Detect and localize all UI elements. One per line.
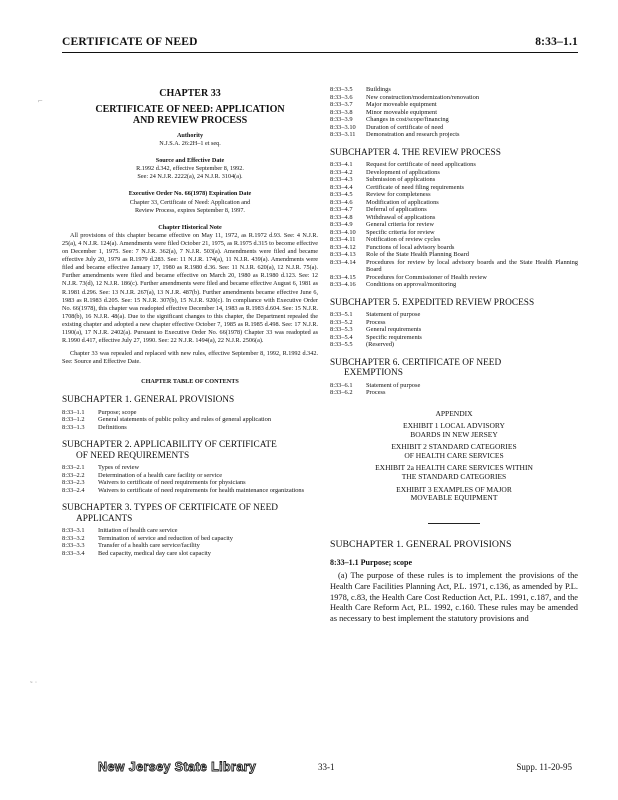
subchapter-heading: [62, 395, 318, 406]
toc-entry-number: 8:33–3.10: [330, 123, 356, 131]
toc-entry-title: Process: [366, 318, 386, 326]
toc-entry-title: General requirements: [366, 326, 422, 333]
subchapter-heading-line2: APPLICANTS: [76, 513, 133, 524]
toc-entry-number: 8:33–3.3: [62, 542, 85, 550]
toc-continued: [330, 86, 578, 139]
header-section-number: 8:33–1.1: [535, 36, 578, 48]
toc-entry-title: Role of the State Health Planning Board: [366, 251, 469, 258]
exhibit-3-line1: EXHIBIT 3 EXAMPLES OF MAJOR: [396, 484, 512, 494]
header-title: CERTIFICATE OF NEED: [62, 36, 198, 48]
toc-entry-title: Certificate of need filing requirements: [366, 183, 464, 191]
toc-entry-number: 8:33–3.5: [330, 86, 353, 93]
exhibit-2a-line2: THE STANDARD CATEGORIES: [401, 472, 507, 482]
toc-entry-number: 8:33–5.2: [330, 318, 353, 326]
subchapter-heading-line2: OF NEED REQUIREMENTS: [76, 450, 190, 461]
toc-entry-number: 8:33–4.3: [330, 176, 353, 183]
body-section-text: (a) The purpose of these rules is to implement the provisions of the Health Care Facilities Planning Act, P.L. 1971, c.136, as amended by P.L. 1978, c.83, the Health Care Cost Reduction Act, P.L. 1991, c.187, and the Health Care Reform Act, P.L. 1992, c.160. These rules may be amended as necessary to best implement the statutory provisions and: [330, 571, 578, 624]
toc-entry-number: 8:33–2.2: [62, 471, 85, 479]
toc-entry-number: 8:33–4.14: [330, 258, 356, 266]
source-line1: R.1992 d.342, effective September 8, 1992.: [136, 165, 244, 173]
toc-entry-number: 8:33–4.6: [330, 198, 353, 206]
toc-entry-number: 8:33–2.3: [62, 479, 85, 487]
section-divider: [428, 523, 480, 524]
toc-entry-number: 8:33–4.8: [330, 213, 353, 221]
toc-entry: [330, 236, 578, 244]
page-number: 33-1: [318, 762, 335, 772]
running-header: [62, 34, 578, 53]
toc-entry-title: Submission of applications: [366, 176, 436, 183]
toc-entry: [62, 550, 318, 558]
right-toc: [330, 148, 578, 397]
toc-list: [62, 409, 318, 432]
toc-entry: [330, 176, 578, 184]
toc-entry: [330, 101, 578, 109]
library-stamp: New Jersey State Library: [98, 760, 257, 774]
toc-entry-number: 8:33–3.9: [330, 116, 353, 123]
toc-entry-title: Purpose; scope: [98, 408, 137, 416]
executive-order-line2: Review Process, expires September 8, 1997.: [135, 206, 245, 214]
source-line2: See: 24 N.J.R. 2222(a), 24 N.J.R. 3104(a).: [137, 173, 243, 181]
toc-entry-number: 8:33–6.2: [330, 389, 353, 396]
toc-entry-title: Procedures for Commissioner of Health review: [366, 273, 487, 281]
toc-entry: [330, 206, 578, 214]
toc-entry-number: 8:33–1.2: [62, 416, 85, 424]
toc-entry: [62, 424, 318, 432]
toc-entry: [330, 131, 578, 139]
toc-entry-number: 8:33–4.1: [330, 161, 353, 168]
toc-entry-title: Statement of purpose: [366, 311, 421, 318]
toc-entry-title: Determination of a health care facility or service: [98, 471, 223, 479]
toc-entry-title: Definitions: [98, 423, 127, 431]
toc-entry-number: 8:33–1.1: [62, 408, 85, 416]
toc-entry-number: 8:33–4.12: [330, 243, 356, 251]
subchapter-heading-line1: SUBCHAPTER 4. THE REVIEW PROCESS: [330, 147, 501, 158]
toc-entry: [330, 341, 578, 349]
subchapter-heading-line1: SUBCHAPTER 5. EXPEDITED REVIEW PROCESS: [330, 297, 535, 308]
chapter-title-line1: CERTIFICATE OF NEED: APPLICATION: [95, 104, 285, 115]
toc-entry-title: Bed capacity, medical day care slot capacity: [98, 549, 211, 557]
page-footer: [0, 760, 618, 780]
toc-entry: [330, 116, 578, 124]
body-subchapter-heading: SUBCHAPTER 1. GENERAL PROVISIONS: [330, 538, 512, 550]
toc-entry-title: Types of review: [98, 464, 140, 472]
subchapter-heading: [330, 298, 578, 309]
historical-note-text-2: Chapter 33 was repealed and replaced with new rules, effective September 8, 1992, R.1992 d.342. See: Source and Effective Date.: [62, 350, 318, 366]
toc-entry-number: 8:33–4.4: [330, 183, 353, 191]
toc-entry-title: General statements of public policy and rules of general application: [98, 416, 272, 424]
toc-entry-number: 8:33–3.6: [330, 93, 353, 101]
toc-entry-title: (Reserved): [366, 341, 395, 348]
subchapter-heading: [62, 440, 318, 461]
chapter-number: CHAPTER 33: [159, 88, 221, 99]
toc-entry-title: Initiation of health care service: [98, 527, 178, 535]
toc-entry: [62, 409, 318, 417]
toc-entry: [62, 479, 318, 487]
subchapter-heading-line1: SUBCHAPTER 1. GENERAL PROVISIONS: [62, 395, 235, 406]
toc-entry-number: 8:33–3.11: [330, 131, 356, 138]
toc-entry-number: 8:33–2.1: [62, 464, 85, 472]
appendix-heading: APPENDIX: [435, 408, 473, 418]
toc-entry: [62, 416, 318, 424]
toc-entry-number: 8:33–3.1: [62, 527, 85, 535]
toc-entry-title: Process: [366, 389, 386, 396]
toc-entry: [62, 542, 318, 550]
toc-entry-number: 8:33–6.1: [330, 381, 353, 389]
exhibit-2-line1: EXHIBIT 2 STANDARD CATEGORIES: [391, 442, 517, 452]
toc-entry-number: 8:33–4.16: [330, 281, 356, 288]
subchapter-heading-line1: SUBCHAPTER 6. CERTIFICATE OF NEED: [330, 357, 502, 368]
exhibit-1-line1: EXHIBIT 1 LOCAL ADVISORY: [403, 421, 505, 431]
toc-entry: [330, 214, 578, 222]
toc-entry-number: 8:33–3.8: [330, 108, 353, 116]
toc-entry: [330, 184, 578, 192]
exhibit-2a-line1: EXHIBIT 2a HEALTH CARE SERVICES WITHIN: [375, 463, 533, 473]
source-heading: Source and Effective Date: [155, 157, 225, 165]
toc-entry: [330, 326, 578, 334]
toc-entry-title: Transfer of a health care service/facility: [98, 542, 200, 550]
subchapter-heading-line1: SUBCHAPTER 2. APPLICABILITY OF CERTIFICATE: [62, 440, 277, 451]
toc-entry-number: 8:33–4.11: [330, 236, 356, 243]
toc-entry-number: 8:33–2.4: [62, 486, 85, 494]
toc-entry-number: 8:33–4.10: [330, 228, 356, 236]
toc-entry: [330, 161, 578, 169]
toc-list: [62, 464, 318, 494]
toc-entry-title: Development of applications: [366, 168, 440, 176]
toc-entry: [330, 169, 578, 177]
subchapter-heading: [330, 358, 578, 379]
toc-title: CHAPTER TABLE OF CONTENTS: [141, 378, 239, 386]
left-toc: [62, 395, 318, 557]
toc-entry-number: 8:33–5.4: [330, 333, 353, 341]
toc-entry-title: Specific requirements: [366, 333, 422, 341]
toc-entry-title: Waivers to certificate of need requirements for physicians: [98, 479, 246, 487]
toc-entry-title: Major moveable equipment: [366, 101, 437, 108]
chapter-title-line2: AND REVIEW PROCESS: [132, 115, 248, 126]
toc-entry: [330, 109, 578, 117]
toc-entry: [330, 334, 578, 342]
toc-entry-number: 8:33–1.3: [62, 423, 85, 431]
executive-order-line1: Chapter 33, Certificate of Need: Application and: [129, 198, 251, 206]
toc-entry-title: Demonstration and research projects: [366, 131, 460, 138]
toc-entry: [330, 259, 578, 274]
exhibit-1-line2: BOARDS IN NEW JERSEY: [410, 429, 498, 439]
toc-entry-number: 8:33–5.3: [330, 326, 353, 333]
toc-entry-number: 8:33–4.13: [330, 251, 356, 258]
toc-entry-title: Termination of service and reduction of bed capacity: [98, 534, 233, 542]
toc-entry: [330, 319, 578, 327]
toc-entry-number: 8:33–3.7: [330, 101, 353, 108]
subchapter-heading-line1: SUBCHAPTER 3. TYPES OF CERTIFICATE OF NEED: [62, 503, 278, 514]
supplement-date: Supp. 11-20-95: [516, 762, 572, 772]
toc-entry: [330, 229, 578, 237]
toc-entry-title: Request for certificate of need applications: [366, 161, 476, 168]
toc-entry: [330, 281, 578, 289]
toc-entry: [330, 382, 578, 390]
toc-entry: [330, 86, 578, 94]
toc-entry-title: Notification of review cycles: [366, 236, 441, 243]
toc-entry: [330, 94, 578, 102]
toc-entry-number: 8:33–3.4: [62, 549, 85, 557]
authority-text: N.J.S.A. 26:2H–1 et seq.: [159, 140, 221, 148]
authority-heading: Authority: [176, 132, 204, 139]
toc-list: [330, 311, 578, 349]
toc-entry: [330, 244, 578, 252]
subchapter-heading: [62, 503, 318, 524]
toc-entry-number: 8:33–4.9: [330, 221, 353, 228]
historical-note-heading: Chapter Historical Note: [158, 223, 222, 231]
toc-entry-title: Buildings: [366, 86, 391, 93]
toc-entry: [330, 221, 578, 229]
toc-entry-title: Minor moveable equipment: [366, 108, 437, 116]
toc-entry: [62, 464, 318, 472]
body-section-heading: 8:33–1.1 Purpose; scope: [330, 558, 412, 568]
toc-entry: [62, 527, 318, 535]
exhibit-2-line2: OF HEALTH CARE SERVICES: [404, 450, 504, 460]
toc-entry-title: Duration of certificate of need: [366, 123, 444, 131]
toc-list: [330, 161, 578, 289]
toc-entry-number: 8:33–3.2: [62, 534, 85, 542]
toc-entry: [330, 311, 578, 319]
toc-entry-number: 8:33–4.15: [330, 273, 356, 281]
toc-entry: [330, 251, 578, 259]
toc-entry: [330, 199, 578, 207]
margin-mark: ⌐: [38, 96, 43, 105]
toc-entry-title: Statement of purpose: [366, 381, 421, 389]
toc-entry-number: 8:33–4.2: [330, 168, 353, 176]
toc-entry-title: Deferral of applications: [366, 206, 427, 213]
historical-note-text: All provisions of this chapter became effective on May 11, 1972, as R.1972 d.93. See: 4 N.J.R. 25(a), 4 N.J.R. 124(a). Amendments were filed October 21, 1975, as R.1975 d.315 to become effective on December 1, 1975. See: 7 N.J.R. 362(a), 7 N.J.R. 503(a). Amendments were filed and became effective July 20, 1979 as R.1979 d.283. See: 11 N.J.R. 174(a), 11 N.J.R. 439(a). Amendments were filed and became effective January 17, 1980 as R.1980 d.36. See: 11 N.J.R. 620(a), 12 N.J.R. 75(a). Further amendments were filed and became effective on March 20, 1980 as R.1980 d.123. See: 12 N.J.R. 73(d), 12 N.J.R. 186(c). Further amendments were filed and became effective August 6, 1981 as R.1981 d.296. See: 13 N.J.R. 267(a), 13 N.J.R. 487(b). Further amendments became effective June 6, 1983 as R.1983 d.205. See: 15 N.J.R. 307(b), 15 N.J.R. 920(c). In compliance with Executive Order No. 66(1978), this chapter was readopted effective December 14, 1983 as R.1983 d.604. See: 15 N.J.R. 1708(b), 16 N.J.R. 48(a). Due to the significant changes to this chapter, the Department repealed the existing chapter and adopted a new chapter effective October 7, 1985 as R.1985 d.498. See: 17 N.J.R. 1190(a), 17 N.J.R. 2402(a). Pursuant to Executive Order No. 66(1978) Chapter 33 was readopted as R.1990 d.417, effective July 27, 1990. See: 22 N.J.R. 1494(a), 22 N.J.R. 2506(a).: [62, 231, 318, 345]
exhibit-3-line2: MOVEABLE EQUIPMENT: [410, 493, 498, 503]
toc-entry: [62, 535, 318, 543]
toc-entry: [62, 487, 318, 495]
subchapter-heading: [330, 148, 578, 159]
toc-entry-title: Functions of local advisory boards: [366, 243, 455, 251]
toc-entry-title: Conditions on approval/monitoring: [366, 281, 457, 288]
toc-list: [62, 527, 318, 557]
toc-entry-number: 8:33–4.7: [330, 206, 353, 213]
toc-list: [330, 382, 578, 397]
toc-entry: [330, 124, 578, 132]
toc-entry-number: 8:33–5.5: [330, 341, 353, 348]
toc-entry-title: Changes in cost/scope/financing: [366, 116, 449, 123]
toc-entry-title: Specific criteria for review: [366, 228, 435, 236]
toc-entry-number: 8:33–4.5: [330, 191, 353, 198]
toc-entry-title: General criteria for review: [366, 221, 434, 228]
left-column: [62, 88, 318, 557]
right-column: [330, 86, 578, 625]
toc-entry: [62, 472, 318, 480]
toc-entry-title: Review for completeness: [366, 191, 431, 198]
toc-entry-title: Waivers to certificate of need requirements for health maintenance organizations: [98, 486, 305, 494]
subchapter-heading-line2: EXEMPTIONS: [344, 368, 403, 378]
margin-mark: ˜ ˙: [30, 680, 38, 689]
appendix: [330, 410, 578, 503]
executive-order-heading: Executive Order No. 66(1978) Expiration Date: [128, 190, 252, 198]
toc-entry: [330, 389, 578, 397]
toc-entry-title: Modification of applications: [366, 198, 439, 206]
toc-entry-title: Withdrawal of applications: [366, 213, 436, 221]
toc-entry-number: 8:33–5.1: [330, 311, 353, 318]
toc-entry: [330, 191, 578, 199]
toc-entry: [330, 274, 578, 282]
toc-entry-title: Procedures for review by local advisory boards and the State Health Planning Board: [366, 258, 578, 273]
toc-entry-title: New construction/modernization/renovation: [366, 93, 480, 101]
